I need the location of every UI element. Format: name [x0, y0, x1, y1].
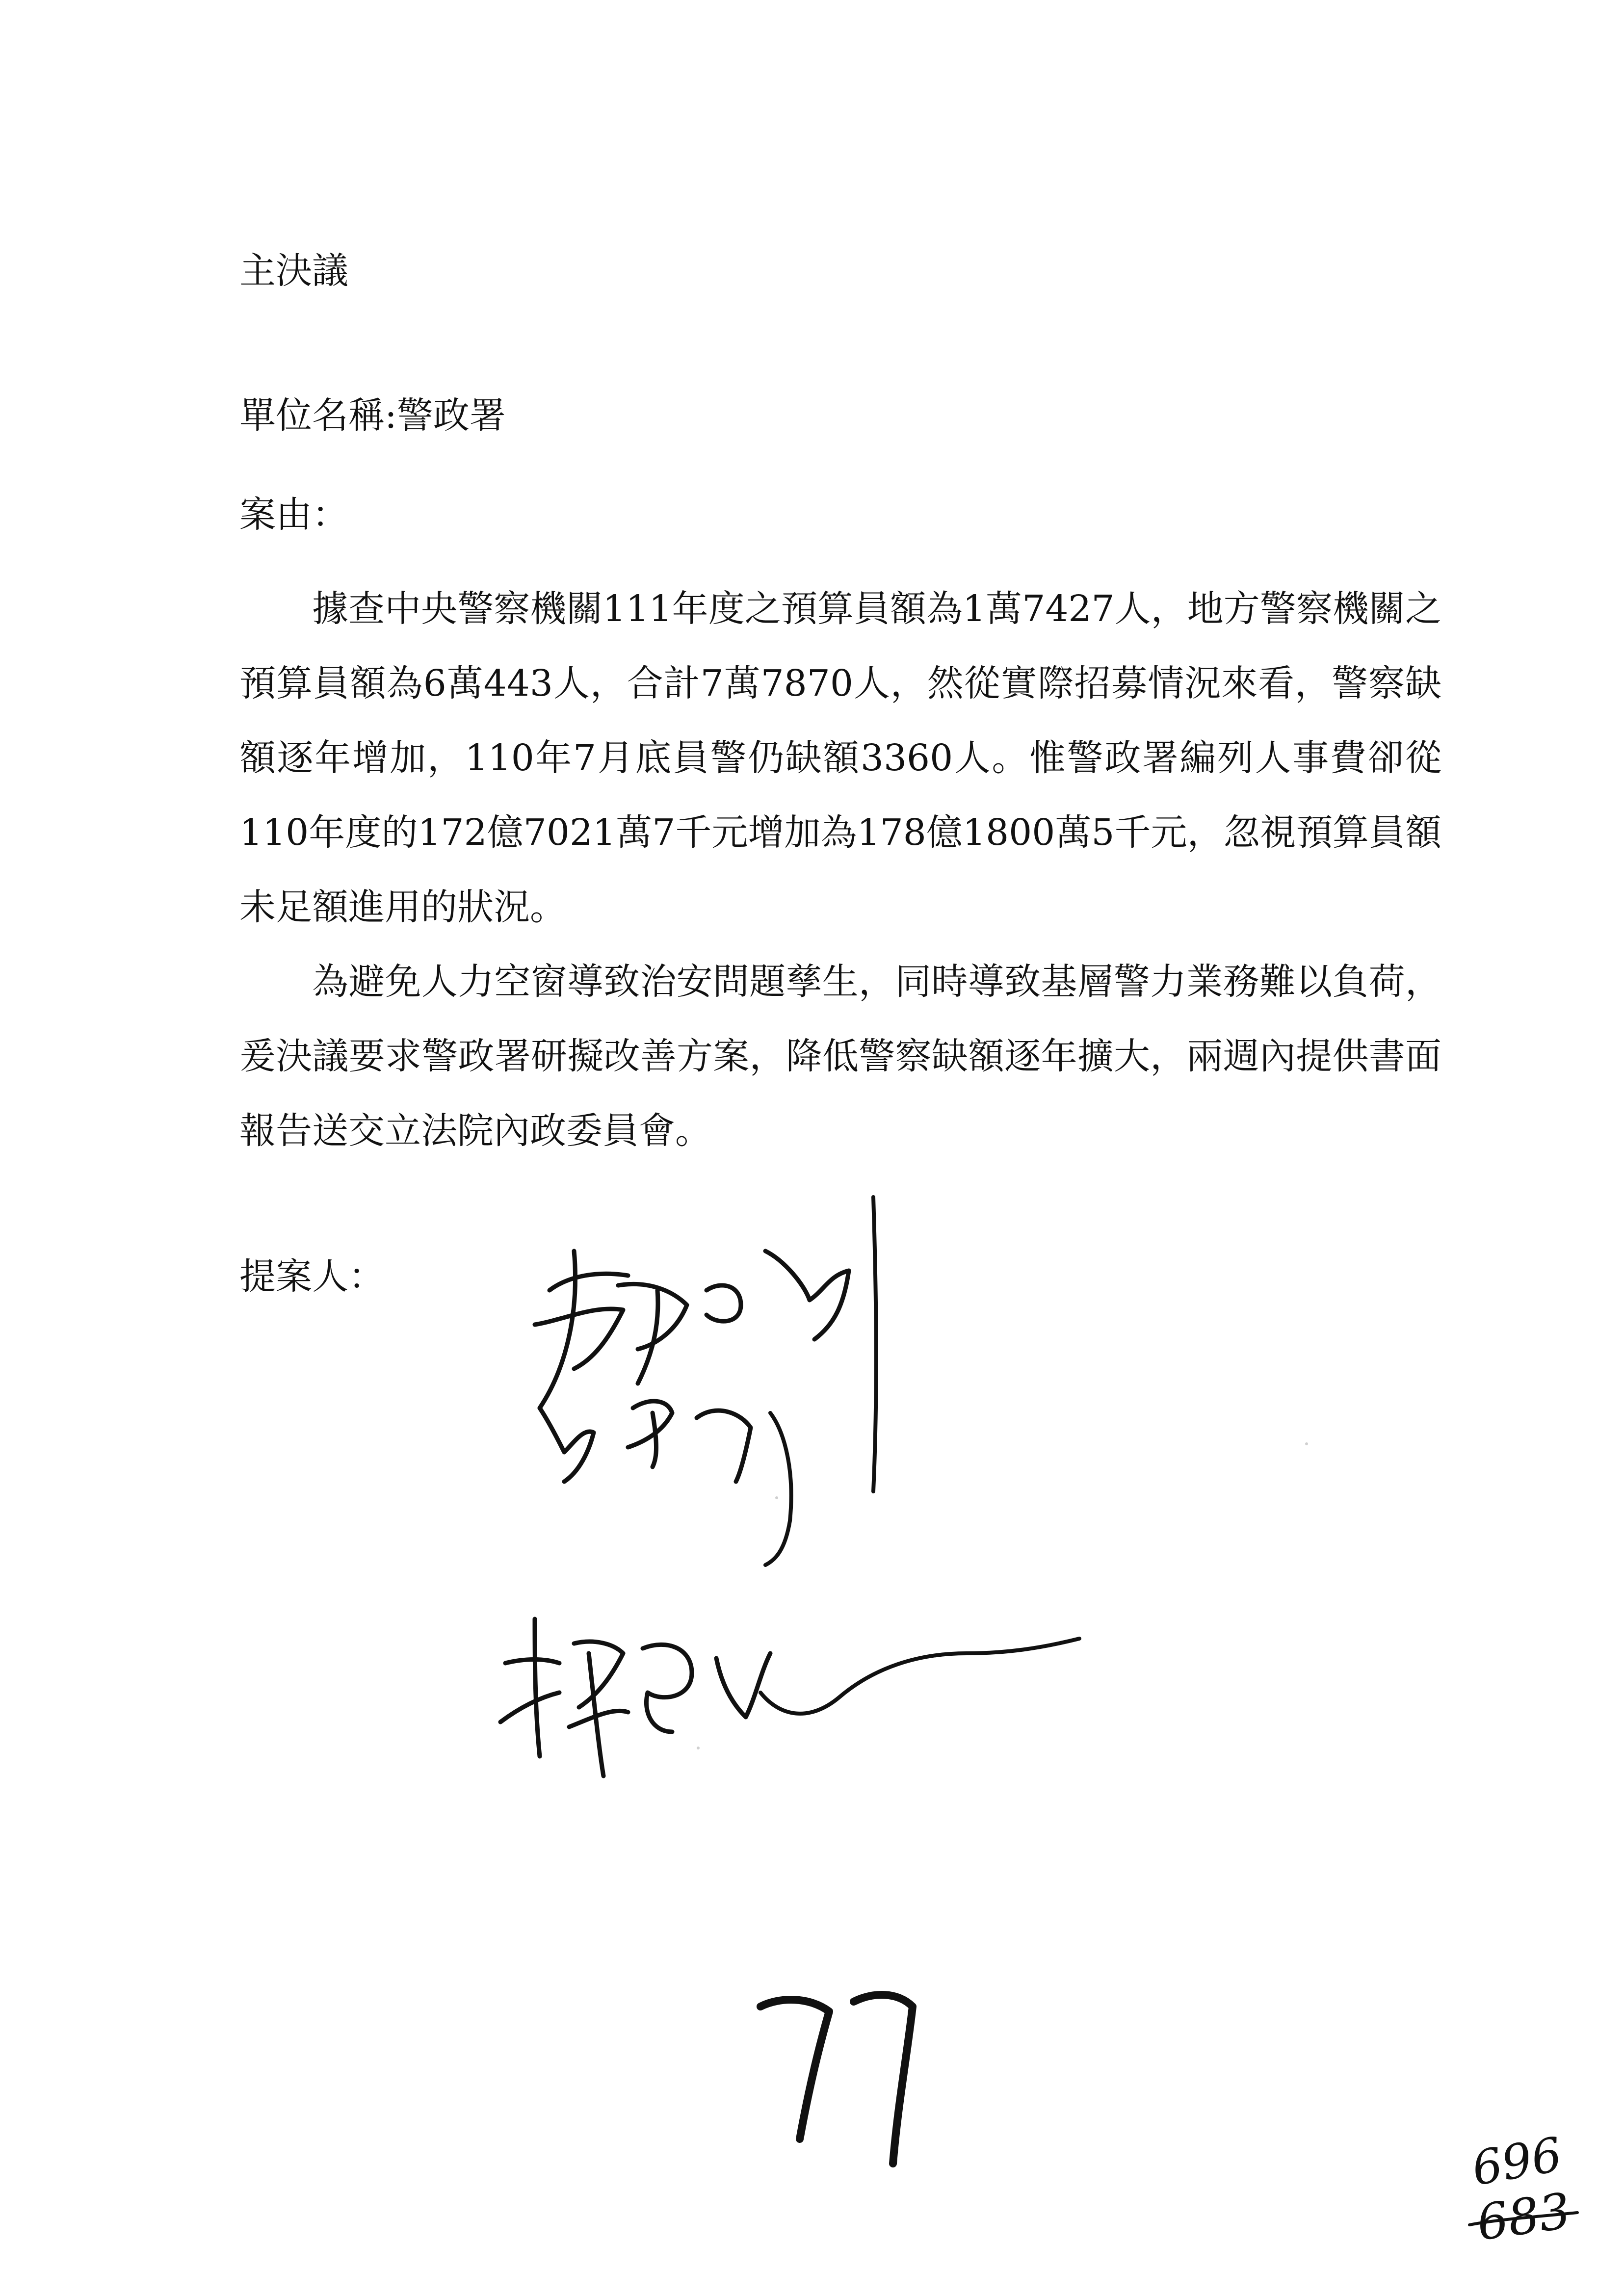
handwritten-number: [751, 1977, 947, 2173]
scan-speck: [775, 1496, 778, 1499]
reason-paragraph-1: 據查中央警察機關111年度之預算員額為1萬7427人，地方警察機關之預算員額為6萬443人，合計7萬7870人，然從實際招募情況來看，警察缺額逐年增加，110年7月底員警仍缺額3360人。惟警政署編列人事費卻從110年度的172億7021萬7千元增加為178億1800萬5千元，忽視預算員額未足額進用的狀況。: [239, 588, 1441, 928]
unit-name-line: 單位名稱:警政署: [239, 394, 506, 437]
proposer-label: 提案人：: [239, 1255, 385, 1298]
handwritten-signature-2: [486, 1599, 1099, 1786]
handwritten-signature-1: [510, 1177, 903, 1570]
page-number-696: 696: [1467, 2126, 1566, 2197]
strikethrough-mark: [1465, 2205, 1582, 2235]
heading: 主決議: [239, 250, 348, 292]
scan-speck: [697, 1747, 700, 1749]
reason-paragraph-2: 為避免人力空窗導致治安問題孳生，同時導致基層警力業務難以負荷，爰決議要求警政署研擬改善方案，降低警察缺額逐年擴大，兩週內提供書面報告送交立法院內政委員會。: [239, 961, 1441, 1152]
reason-label: 案由：: [239, 494, 348, 536]
page-number-683: 683: [1473, 2182, 1574, 2252]
handwritten-77-strokes: [751, 1977, 947, 2173]
scan-speck: [1305, 1442, 1308, 1445]
